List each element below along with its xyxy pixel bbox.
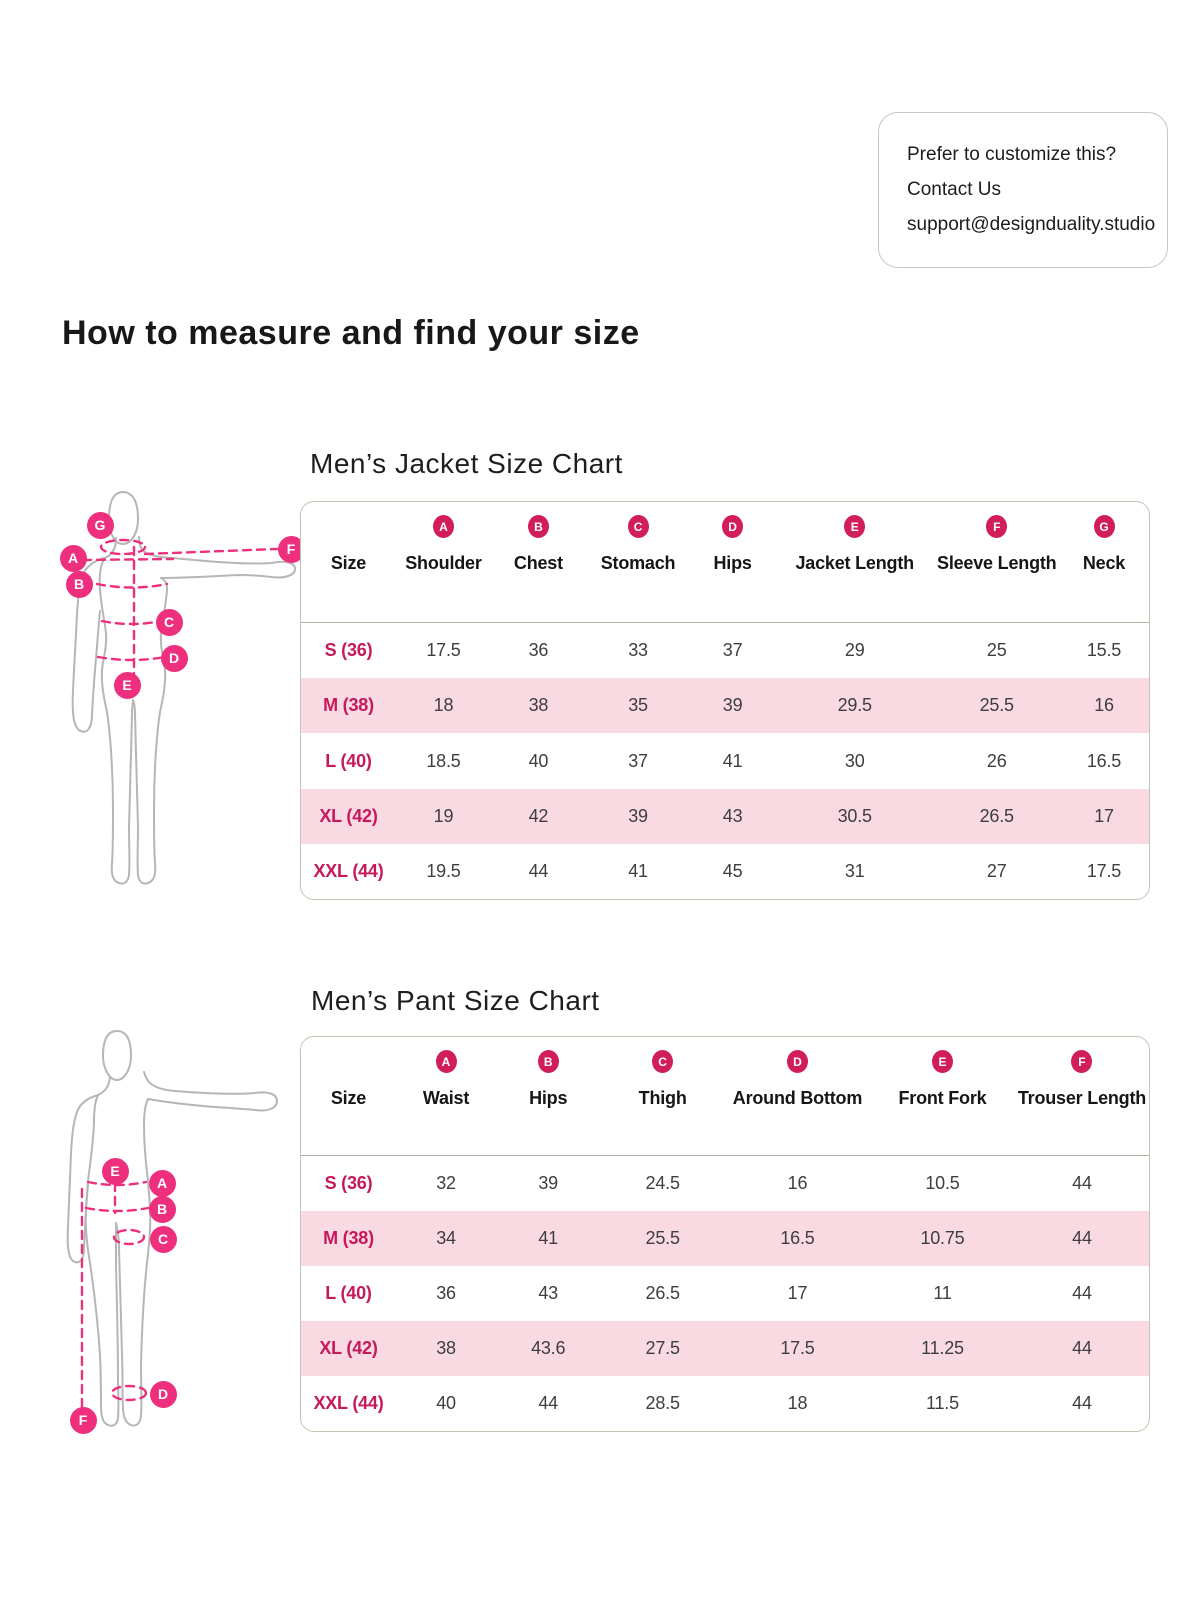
- size-cell: XL (42): [319, 805, 378, 826]
- value-cell: 19: [433, 805, 454, 826]
- value-cell: 41: [538, 1228, 558, 1248]
- value-cell: 44: [538, 1393, 558, 1413]
- column-label: Size: [330, 553, 367, 573]
- marker-e-badge: E: [114, 672, 141, 699]
- contact-card: [878, 112, 1168, 268]
- header-cell: [301, 1037, 396, 1155]
- value-cell: 40: [528, 750, 549, 771]
- size-cell: M (38): [323, 1228, 374, 1248]
- value-cell: 37: [628, 750, 648, 771]
- header-cell: [870, 1037, 1015, 1155]
- header-cell: [775, 502, 934, 622]
- table-row: [301, 623, 1149, 678]
- value-cell: 44: [1072, 1173, 1092, 1193]
- column-letter-badge: C: [628, 515, 649, 538]
- column-label: Chest: [513, 553, 563, 573]
- value-cell: 40: [436, 1393, 456, 1413]
- column-label: Jacket Length: [795, 553, 914, 573]
- value-cell: 16.5: [780, 1228, 815, 1248]
- value-cell: 43: [538, 1283, 558, 1303]
- pant-size-table: [300, 1036, 1150, 1432]
- header-cell: [1015, 1037, 1149, 1155]
- value-cell: 28.5: [645, 1393, 680, 1413]
- column-letter-badge: F: [986, 515, 1007, 538]
- contact-email: support@designduality.studio: [907, 214, 1156, 235]
- contact-us-label: Contact Us: [907, 179, 1001, 200]
- pant-chart-title: Men’s Pant Size Chart: [311, 985, 600, 1016]
- column-label: Trouser Length: [1017, 1088, 1147, 1108]
- column-letter-badge: E: [932, 1050, 953, 1073]
- marker-c-badge: C: [156, 609, 183, 636]
- table-row: [301, 1266, 1149, 1321]
- value-cell: 16: [787, 1173, 808, 1193]
- value-cell: 18: [787, 1393, 808, 1413]
- header-cell: [600, 1037, 725, 1155]
- value-cell: 10.5: [925, 1173, 960, 1193]
- marker-e-badge: E: [102, 1158, 129, 1185]
- column-label: Around Bottom: [732, 1088, 863, 1108]
- header-cell: [396, 502, 491, 622]
- header-cell: [690, 502, 775, 622]
- column-letter-badge: B: [528, 515, 549, 538]
- value-cell: 15.5: [1086, 640, 1122, 661]
- size-cell: L (40): [325, 750, 372, 771]
- column-label: Hips: [713, 553, 752, 573]
- value-cell: 44: [1072, 1338, 1092, 1358]
- marker-b-badge: B: [66, 571, 93, 598]
- column-label: Thigh: [638, 1088, 687, 1108]
- value-cell: 25.5: [979, 695, 1014, 716]
- value-cell: 25: [986, 640, 1007, 661]
- value-cell: 10.75: [920, 1228, 965, 1248]
- value-cell: 30.5: [837, 805, 872, 826]
- value-cell: 39: [722, 695, 743, 716]
- header-cell: [301, 502, 396, 622]
- value-cell: 36: [528, 640, 549, 661]
- value-cell: 45: [722, 860, 743, 881]
- value-cell: 41: [628, 860, 648, 881]
- column-letter-badge: E: [844, 515, 865, 538]
- value-cell: 17.5: [426, 640, 461, 661]
- size-cell: XXL (44): [313, 860, 384, 881]
- value-cell: 18: [433, 695, 454, 716]
- value-cell: 39: [538, 1173, 558, 1193]
- value-cell: 44: [1072, 1393, 1092, 1413]
- value-cell: 38: [528, 695, 549, 716]
- value-cell: 39: [628, 805, 648, 826]
- table-row: [301, 1156, 1149, 1211]
- table-row: [301, 1376, 1149, 1431]
- jacket-measurement-figure: [55, 487, 305, 887]
- value-cell: 26: [986, 750, 1007, 771]
- jacket-size-table: [300, 501, 1150, 900]
- table-row: [301, 789, 1149, 844]
- value-cell: 27: [986, 860, 1007, 881]
- value-cell: 36: [436, 1283, 456, 1303]
- column-letter-badge: A: [433, 515, 454, 538]
- column-letter-badge: B: [538, 1050, 559, 1073]
- table-row: [301, 1321, 1149, 1376]
- column-label: Hips: [529, 1088, 568, 1108]
- column-letter-badge: D: [787, 1050, 808, 1073]
- value-cell: 17: [787, 1283, 808, 1303]
- marker-f-badge: F: [70, 1407, 97, 1434]
- table-header-row: [301, 502, 1149, 623]
- header-cell: [396, 1037, 496, 1155]
- value-cell: 44: [1072, 1228, 1092, 1248]
- jacket-chart-title: Men’s Jacket Size Chart: [310, 448, 623, 479]
- value-cell: 30: [844, 750, 865, 771]
- column-letter-badge: G: [1094, 515, 1115, 538]
- value-cell: 34: [436, 1228, 456, 1248]
- size-cell: S (36): [324, 640, 373, 661]
- column-letter-badge: D: [722, 515, 743, 538]
- value-cell: 37: [722, 640, 743, 661]
- table-row: [301, 1211, 1149, 1266]
- column-label: Sleeve Length: [937, 553, 1057, 573]
- value-cell: 42: [528, 805, 549, 826]
- marker-c-badge: C: [150, 1226, 177, 1253]
- pant-measurement-figure: [50, 1005, 290, 1435]
- table-row: [301, 678, 1149, 733]
- table-header-row: [301, 1037, 1149, 1156]
- header-cell: [1059, 502, 1149, 622]
- column-label: Size: [330, 1088, 367, 1108]
- header-cell: [496, 1037, 600, 1155]
- value-cell: 31: [844, 860, 865, 881]
- page-title: How to measure and find your size: [62, 314, 640, 352]
- header-cell: [491, 502, 586, 622]
- marker-g-badge: G: [87, 512, 114, 539]
- header-cell: [725, 1037, 870, 1155]
- value-cell: 26.5: [645, 1283, 680, 1303]
- value-cell: 25.5: [645, 1228, 680, 1248]
- size-cell: M (38): [323, 695, 374, 716]
- size-cell: XXL (44): [313, 1393, 384, 1413]
- value-cell: 29: [844, 640, 865, 661]
- value-cell: 19.5: [426, 860, 461, 881]
- value-cell: 24.5: [645, 1173, 680, 1193]
- value-cell: 11.25: [921, 1338, 964, 1358]
- value-cell: 29.5: [837, 695, 872, 716]
- marker-a-badge: A: [149, 1170, 176, 1197]
- value-cell: 35: [628, 695, 648, 716]
- marker-b-badge: B: [149, 1196, 176, 1223]
- value-cell: 17.5: [1086, 860, 1122, 881]
- value-cell: 18.5: [426, 750, 461, 771]
- table-row: [301, 844, 1149, 899]
- contact-question: Prefer to customize this?: [907, 144, 1117, 165]
- table-row: [301, 733, 1149, 788]
- column-label: Stomach: [600, 553, 676, 573]
- marker-d-badge: D: [161, 645, 188, 672]
- value-cell: 33: [628, 640, 648, 661]
- header-cell: [586, 502, 690, 622]
- column-label: Front Fork: [898, 1088, 987, 1108]
- value-cell: 11: [933, 1283, 952, 1303]
- value-cell: 16.5: [1086, 750, 1122, 771]
- value-cell: 11.5: [926, 1393, 959, 1413]
- value-cell: 17.5: [780, 1338, 815, 1358]
- value-cell: 32: [436, 1173, 456, 1193]
- value-cell: 43: [722, 805, 743, 826]
- value-cell: 38: [436, 1338, 456, 1358]
- size-cell: S (36): [324, 1173, 373, 1193]
- column-letter-badge: C: [652, 1050, 673, 1073]
- column-letter-badge: A: [436, 1050, 457, 1073]
- value-cell: 17: [1094, 805, 1114, 826]
- header-cell: [934, 502, 1059, 622]
- value-cell: 44: [528, 860, 549, 881]
- marker-d-badge: D: [150, 1381, 177, 1408]
- value-cell: 26.5: [979, 805, 1014, 826]
- marker-f-badge: F: [278, 536, 305, 563]
- column-label: Neck: [1082, 553, 1126, 573]
- value-cell: 44: [1072, 1283, 1092, 1303]
- column-label: Waist: [422, 1088, 470, 1108]
- body-outline-jacket-icon: [55, 487, 305, 887]
- value-cell: 27.5: [645, 1338, 680, 1358]
- column-label: Shoulder: [405, 553, 482, 573]
- marker-a-badge: A: [60, 545, 87, 572]
- size-cell: L (40): [325, 1283, 372, 1303]
- column-letter-badge: F: [1071, 1050, 1092, 1073]
- value-cell: 16: [1094, 695, 1114, 716]
- size-cell: XL (42): [319, 1338, 378, 1358]
- value-cell: 41: [722, 750, 743, 771]
- value-cell: 43.6: [531, 1338, 566, 1358]
